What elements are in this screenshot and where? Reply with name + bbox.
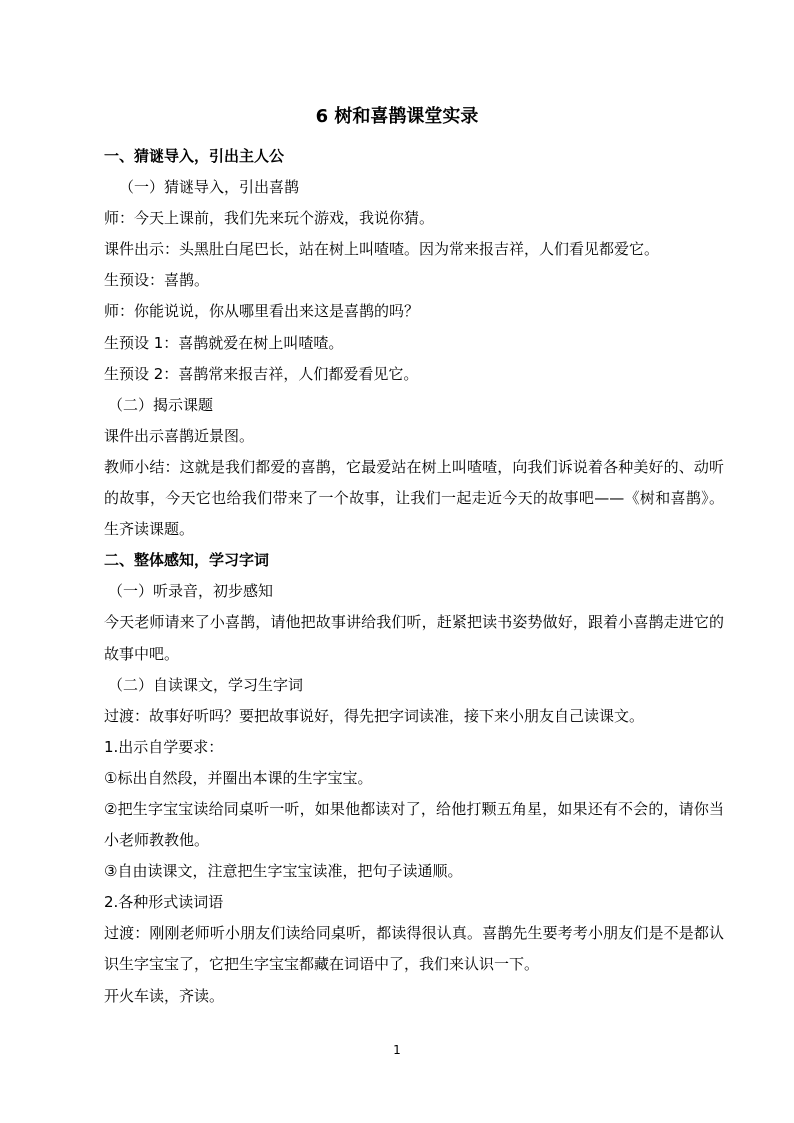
subsection-heading: （一）猜谜导入，引出喜鹊 xyxy=(119,178,300,197)
paragraph: 过渡：故事好听吗？要把故事说好，得先把字词读准，接下来小朋友自己读课文。 xyxy=(104,706,645,725)
document-title: 6 树和喜鹊课堂实录 xyxy=(315,106,479,127)
paragraph: 2.各种形式读词语 xyxy=(104,893,224,912)
subsection-heading: （一）听录音，初步感知 xyxy=(108,582,274,601)
subsection-heading: （二）自读课文，学习生字词 xyxy=(108,675,304,694)
subsection-heading: （二）揭示课题 xyxy=(108,395,214,414)
page-number: 1 xyxy=(393,1043,401,1057)
paragraph: 师：你能说说，你从哪里看出来这是喜鹊的吗？ xyxy=(104,302,420,321)
paragraph: 今天老师请来了小喜鹊，请他把故事讲给我们听，赶紧把读书姿势做好，跟着小喜鹊走进它的故事中吧。 xyxy=(104,613,724,663)
paragraph: 生预设 2：喜鹊常来报吉祥，人们都爱看见它。 xyxy=(104,364,419,383)
section-heading-1: 一、猜谜导入，引出主人公 xyxy=(104,147,285,165)
paragraph: 教师小结：这就是我们都爱的喜鹊，它最爱站在树上叫喳喳，向我们诉说着各种美好的、动听的故事，今天它也给我们带来了一个故事，让我们一起走近今天的故事吧——《树和喜鹊》。生齐读课题。 xyxy=(104,457,724,539)
paragraph: 课件出示喜鹊近景图。 xyxy=(104,426,255,445)
paragraph: 过渡：刚刚老师听小朋友们读给同桌听，都读得很认真。喜鹊先生要考考小朋友们是不是都认识生字宝宝了，它把生字宝宝都藏在词语中了，我们来认识一下。 xyxy=(104,924,724,974)
paragraph: 开火车读，齐读。 xyxy=(104,986,225,1005)
list-item: ②把生字宝宝读给同桌听一听，如果他都读对了，给他打颗五角星，如果还有不会的，请你当小老师教教他。 xyxy=(104,799,724,850)
paragraph: 生预设 1：喜鹊就爱在树上叫喳喳。 xyxy=(104,333,344,352)
list-item: ③自由读课文，注意把生字宝宝读准，把句子读通顺。 xyxy=(104,862,463,881)
list-item: ①标出自然段，并圈出本课的生字宝宝。 xyxy=(104,768,373,787)
section-heading-2: 二、整体感知，学习字词 xyxy=(104,551,270,570)
paragraph: 1.出示自学要求： xyxy=(104,737,224,756)
paragraph: 生预设：喜鹊。 xyxy=(104,271,210,290)
paragraph: 课件出示：头黑肚白尾巴长，站在树上叫喳喳。因为常来报吉祥，人们看见都爱它。 xyxy=(104,240,660,259)
paragraph: 师：今天上课前，我们先来玩个游戏，我说你猜。 xyxy=(104,209,435,228)
document-body xyxy=(104,141,724,1012)
